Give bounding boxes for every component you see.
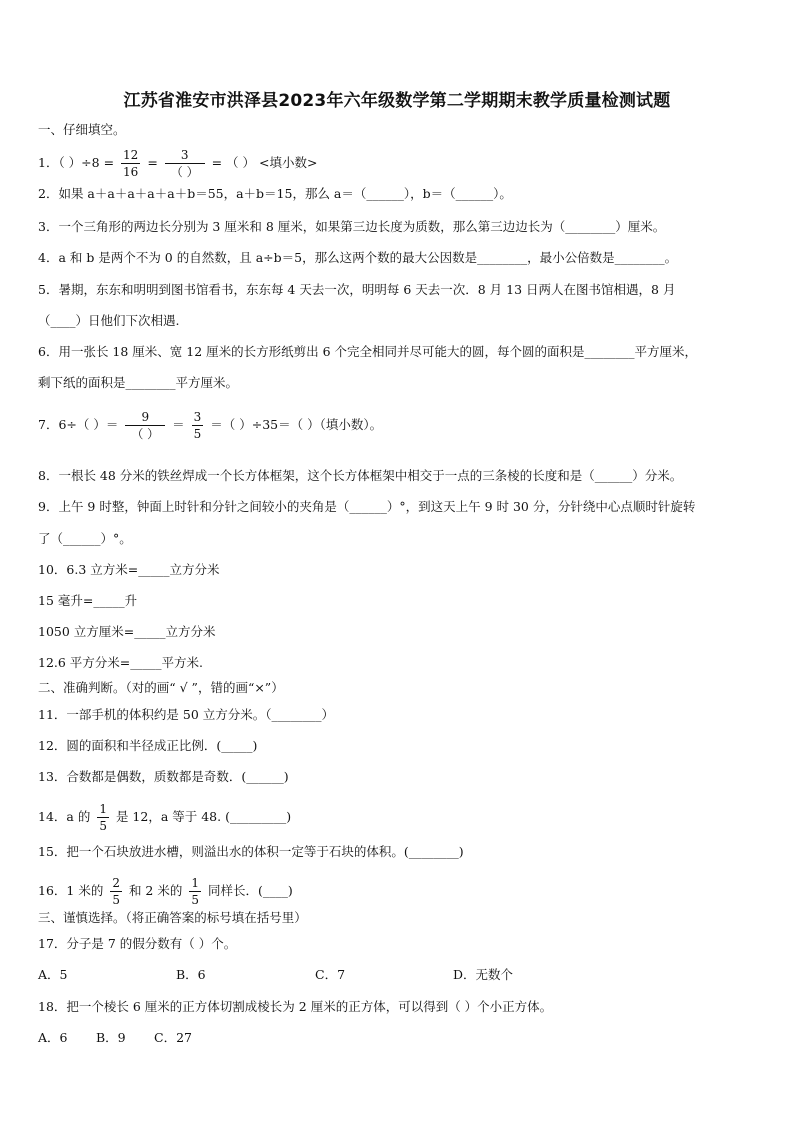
fraction-denominator: （ ） [125, 425, 165, 440]
option-c: C．7 [315, 967, 346, 982]
fraction-9-blank [125, 411, 165, 440]
option-b: B．9 [96, 1030, 126, 1045]
option-b: B．6 [176, 967, 206, 982]
question-7-lead: 7．6÷（ ）＝ [38, 417, 119, 432]
question-10-d: 12.6 平方分米=_____平方米. [38, 655, 204, 670]
question-16 [38, 877, 758, 906]
question-6-line-1: 6．用一张长 18 厘米、宽 12 厘米的长方形纸剪出 6 个完全相同并尽可能大的圆，每个圆的面积是________平方厘米， [38, 344, 698, 359]
question-3: 3．一个三角形的两边长分别为 3 厘米和 8 厘米，如果第三边长度为质数，那么第三边边长为（________）厘米。 [38, 219, 666, 234]
question-9-line-2: 了（______）°。 [38, 531, 132, 546]
fraction-1-5 [97, 803, 109, 832]
question-16-lead: 16．1 米的 [38, 883, 104, 898]
fraction-3-5 [192, 411, 204, 440]
question-16-tail: 同样长．(____) [207, 883, 293, 898]
exam-title: 江苏省淮安市洪泽县2023年六年级数学第二学期期末教学质量检测试题 [123, 91, 671, 111]
question-13: 13．合数都是偶数，质数都是奇数．(______) [38, 769, 289, 784]
option-a: A．6 [38, 1030, 68, 1045]
fraction-numerator: 2 [112, 876, 120, 890]
question-11: 11．一部手机的体积约是 50 立方分米。（________） [38, 707, 335, 722]
option-c: C．27 [154, 1030, 192, 1045]
question-4: 4．a 和 b 是两个不为 0 的自然数，且 a÷b＝5，那么这两个数的最大公因数是________，最小公倍数是________。 [38, 250, 678, 265]
question-10-c: 1050 立方厘米=_____立方分米 [38, 624, 216, 639]
question-5-line-1: 5．暑期，东东和明明到图书馆看书，东东每 4 天去一次，明明每 6 天去一次．8 月 13 日两人在图书馆相遇，8 月 [38, 282, 676, 297]
fraction-numerator: 3 [180, 148, 189, 162]
question-14 [38, 803, 758, 832]
question-2: 2．如果 a＋a＋a＋a＋a＋b＝55，a＋b＝15，那么 a＝（______），b＝（______）。 [38, 186, 512, 201]
option-a: A．5 [38, 967, 68, 982]
question-16-mid: 和 2 米的 [128, 883, 183, 898]
fraction-denominator: 16 [123, 165, 139, 179]
equals-sign: ＝ [172, 417, 185, 432]
question-9-line-1: 9．上午 9 时整，钟面上时针和分针之间较小的夹角是（______）°，到这天上午 9 时 30 分，分针绕中心点顺时针旋转 [38, 499, 696, 514]
fraction-numerator: 12 [123, 148, 139, 162]
question-1-tail: = （ ） <填小数> [211, 155, 318, 170]
section-heading-fill-blank: 一、仔细填空。 [38, 122, 126, 137]
question-12: 12．圆的面积和半径成正比例．(_____) [38, 738, 258, 753]
question-8: 8．一根长 48 分米的铁丝焊成一个长方体框架，这个长方体框架中相交于一点的三条棱的长度和是（______）分米。 [38, 468, 683, 483]
question-18: 18．把一个棱长 6 厘米的正方体切割成棱长为 2 厘米的正方体，可以得到（ ）个小正方体。 [38, 999, 553, 1014]
fraction-2-5 [110, 877, 122, 906]
equals-sign: = [147, 155, 158, 170]
question-5-line-2: （____）日他们下次相遇. [38, 313, 180, 328]
question-17: 17．分子是 7 的假分数有（ ）个。 [38, 936, 237, 951]
section-heading-multiple-choice: 三、谨慎选择。（将正确答案的标号填在括号里） [38, 910, 307, 925]
section-heading-true-false: 二、准确判断。（对的画“ √ ”，错的画“×”） [38, 680, 284, 695]
fraction-denominator: 5 [112, 893, 120, 907]
fraction-numerator: 1 [191, 876, 199, 890]
question-7 [38, 411, 758, 440]
fraction-numerator: 1 [99, 802, 107, 816]
question-7-tail: ＝（ ）÷35＝（ ）（填小数）。 [210, 417, 383, 432]
question-10-b: 15 毫升=_____升 [38, 593, 138, 608]
fraction-denominator: （ ） [165, 163, 205, 178]
fraction-numerator: 9 [141, 410, 150, 424]
question-1 [38, 149, 758, 178]
question-10-a: 10．6.3 立方米=_____立方分米 [38, 562, 220, 577]
question-6-line-2: 剩下纸的面积是________平方厘米。 [38, 375, 239, 390]
question-15: 15．把一个石块放进水槽，则溢出水的体积一定等于石块的体积。(________) [38, 844, 464, 859]
fraction-denominator: 5 [99, 819, 107, 833]
fraction-denominator: 5 [191, 893, 199, 907]
fraction-1-5 [189, 877, 201, 906]
fraction-denominator: 5 [193, 427, 202, 441]
fraction-3-blank [165, 149, 205, 178]
option-d: D．无数个 [453, 967, 514, 982]
fraction-12-16 [121, 149, 140, 178]
question-14-tail: 是 12，a 等于 48. (_________) [115, 809, 292, 824]
question-1-lead: 1．（ ）÷8 = [38, 155, 115, 170]
question-14-lead: 14．a 的 [38, 809, 91, 824]
fraction-numerator: 3 [193, 410, 202, 424]
